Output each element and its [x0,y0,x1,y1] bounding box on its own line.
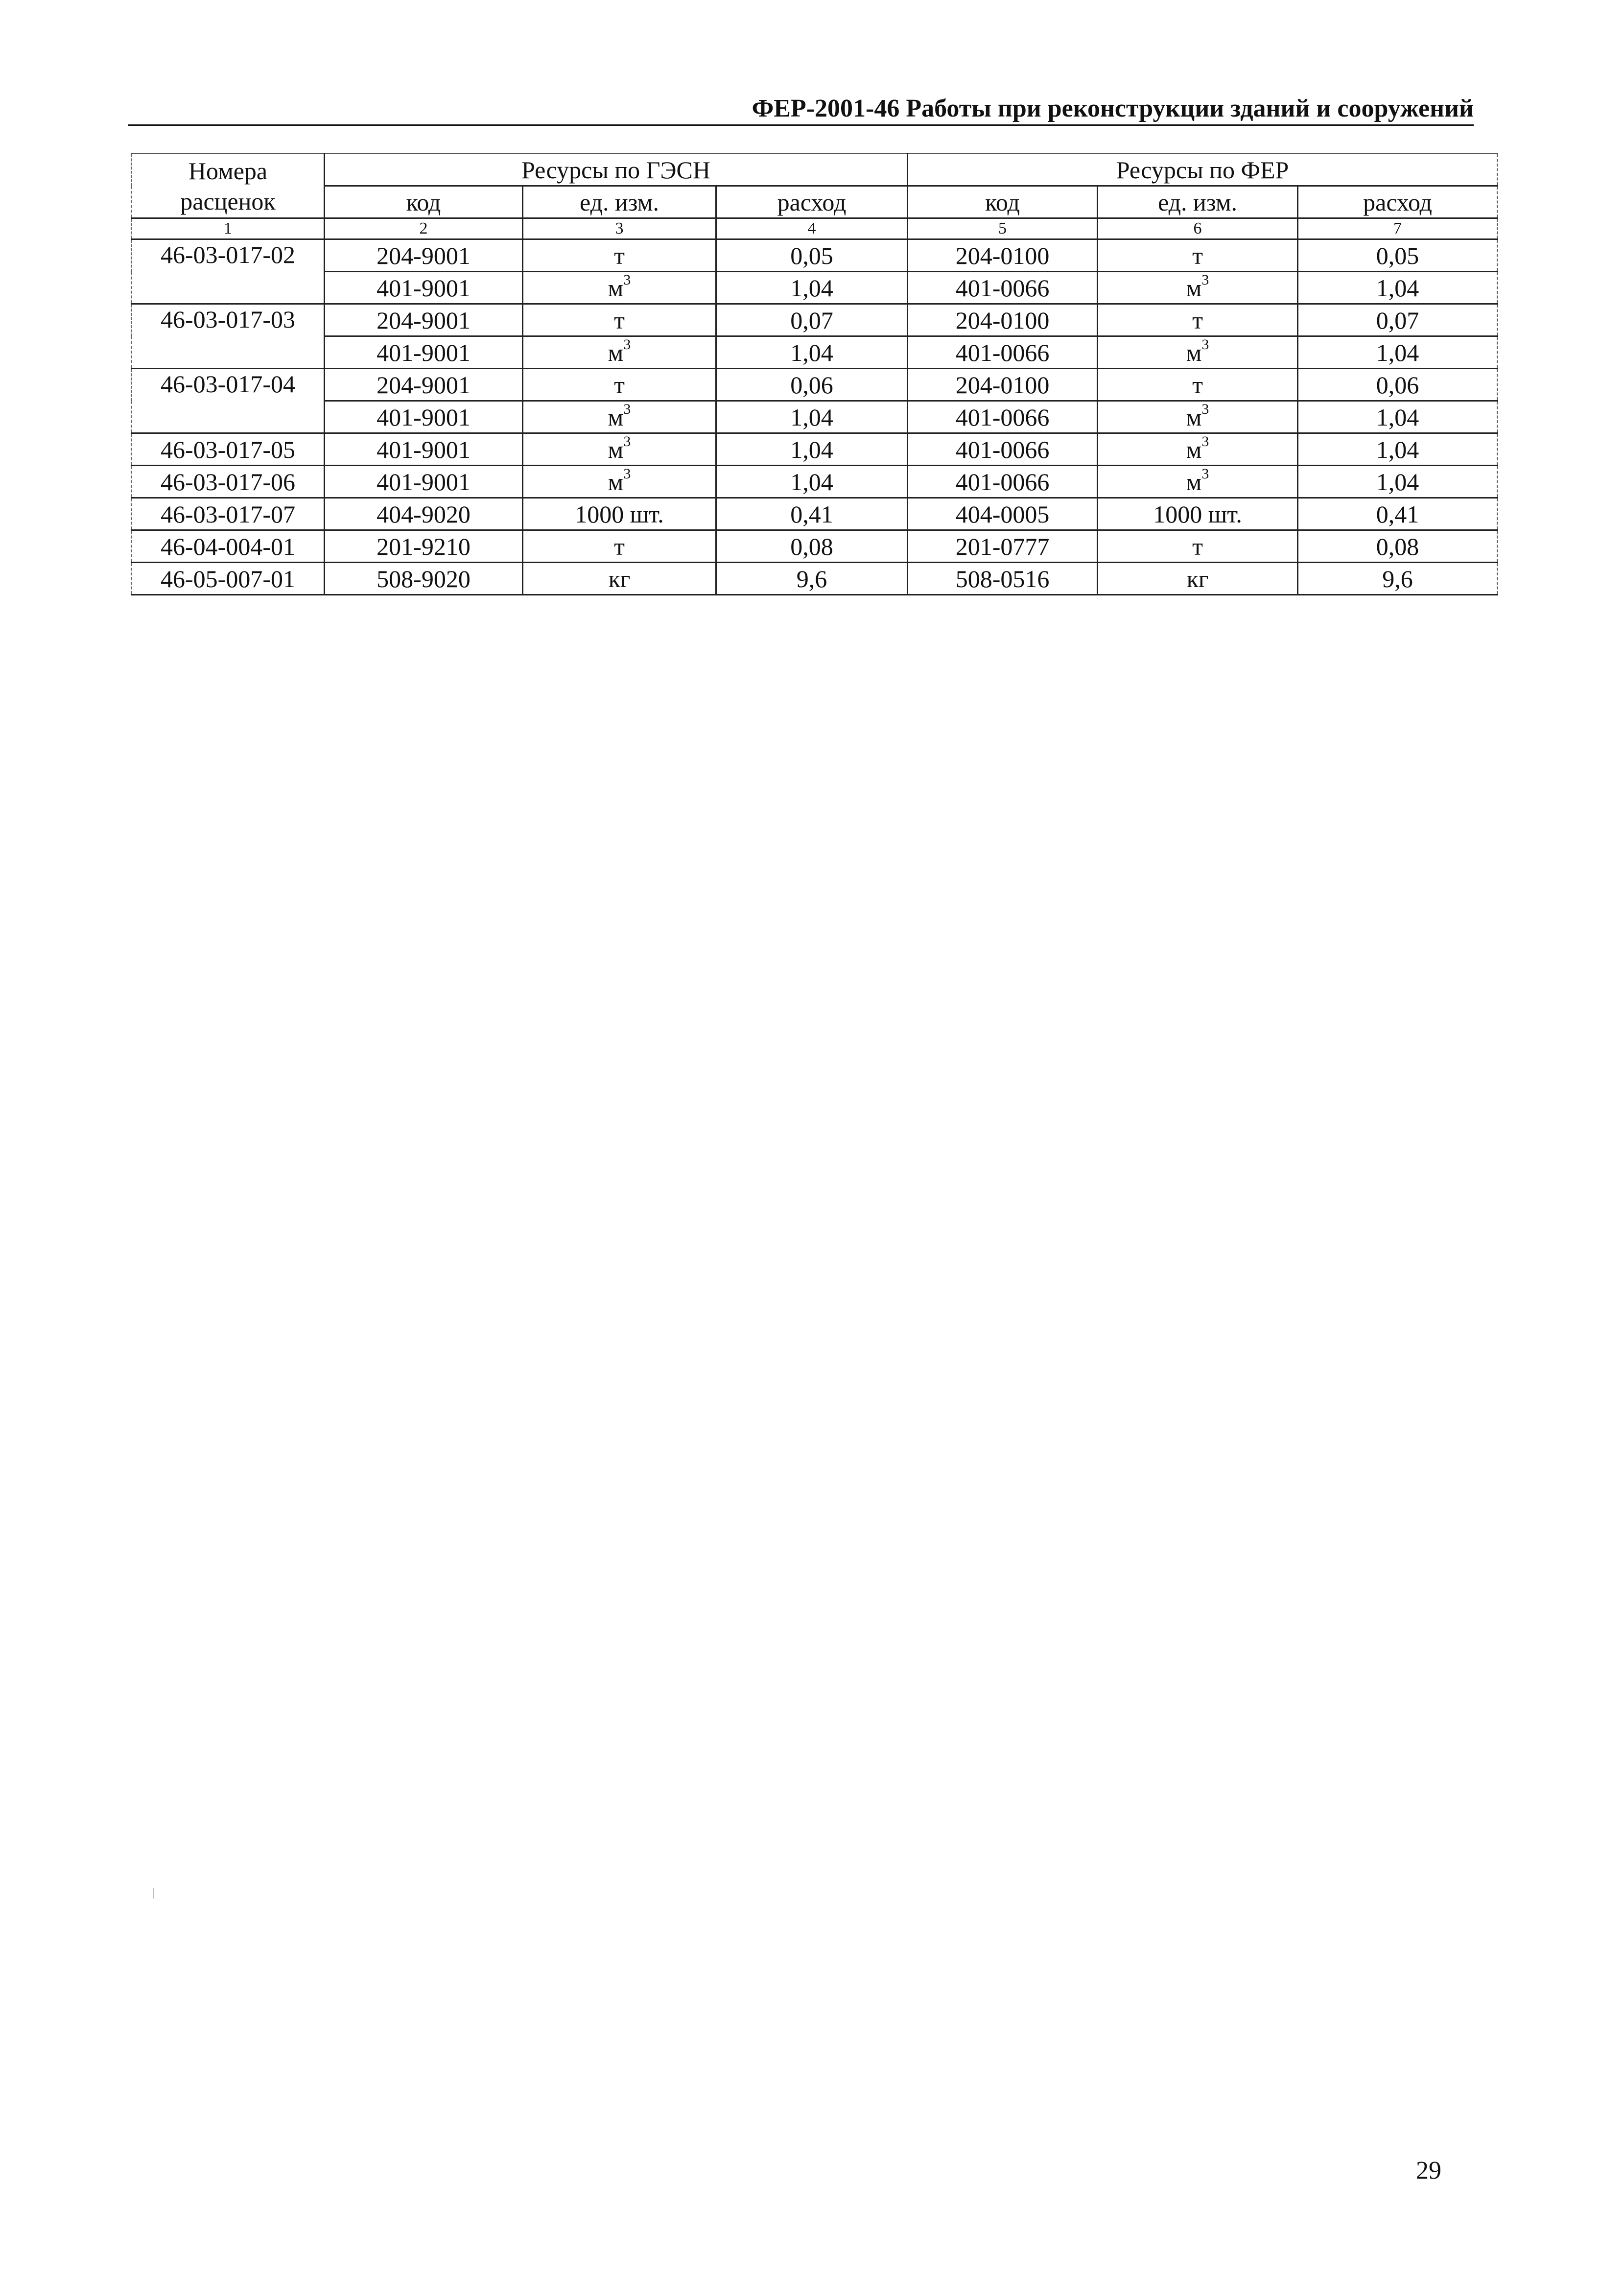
fer-code-text: 404-0005 [955,500,1050,528]
gesn-consumption-text: 1,04 [790,338,833,366]
gesn-consumption-cell [716,401,908,433]
gesn-unit-cell [523,466,716,498]
fer-consumption-cell [1298,466,1498,498]
gesn-consumption-cell [716,239,908,272]
fer-consumption-cell [1298,433,1498,466]
gesn-code-cell [325,239,523,272]
fer-unit-cell [1098,530,1298,563]
rate-number-cell: 46-03-017-03 [132,304,325,369]
column-number-row [132,218,1498,239]
gesn-code-text: 401-9001 [377,403,471,431]
rate-number-cell: 46-05-007-01 [132,563,325,595]
unit-exponent: 3 [1201,336,1209,353]
fer-consumption-text: 1,04 [1376,274,1419,302]
gesn-code-cell [325,272,523,304]
fer-consumption-cell [1298,336,1498,369]
gesn-unit-cell [523,433,716,466]
gesn-unit-cell [523,401,716,433]
table-row [132,272,1498,304]
gesn-unit-text: м [608,274,624,302]
column-number: 3 [523,218,716,239]
fer-unit-cell [1098,563,1298,595]
gesn-consumption-cell [716,304,908,336]
gesn-consumption-cell [716,563,908,595]
gesn-code-text: 401-9001 [377,338,471,366]
gesn-consumption-cell [716,498,908,530]
fer-code-cell [908,272,1098,304]
header-rate-numbers-label: Номера расценок [180,157,276,215]
fer-unit-text: т [1192,306,1203,334]
gesn-unit-cell [523,369,716,401]
subheader-gesn-code: код [325,186,523,218]
fer-consumption-cell [1298,401,1498,433]
gesn-consumption-text: 9,6 [796,565,827,593]
table-row [132,466,1498,498]
gesn-consumption-cell [716,369,908,401]
fer-code-cell [908,466,1098,498]
gesn-unit-text: м [608,435,624,463]
subheader-fer-unit: ед. изм. [1098,186,1298,218]
fer-consumption-text: 0,05 [1376,241,1419,269]
fer-unit-cell [1098,401,1298,433]
gesn-unit-text: м [608,338,624,366]
page-number: 29 [1416,2157,1441,2185]
gesn-code-cell [325,530,523,563]
fer-consumption-text: 0,07 [1376,306,1419,334]
fer-consumption-cell [1298,239,1498,272]
gesn-consumption-cell [716,336,908,369]
gesn-unit-text: т [614,371,625,399]
unit-exponent: 3 [1201,271,1209,288]
subheader-fer-consumption: расход [1298,186,1498,218]
fer-code-text: 401-0066 [955,468,1050,496]
fer-consumption-cell [1298,530,1498,563]
table-row [132,498,1498,530]
table-subheader-row [132,186,1498,218]
gesn-unit-text: т [614,306,625,334]
column-number: 1 [132,218,325,239]
fer-code-text: 204-0100 [955,241,1050,269]
fer-consumption-cell [1298,304,1498,336]
gesn-unit-cell [523,239,716,272]
gesn-consumption-text: 1,04 [790,403,833,431]
fer-code-cell [908,369,1098,401]
table-row [132,401,1498,433]
rate-number-cell: 46-03-017-07 [132,498,325,530]
fer-code-cell [908,239,1098,272]
table-row [132,304,1498,336]
gesn-code-cell [325,563,523,595]
rate-number-cell: 46-03-017-02 [132,239,325,304]
fer-unit-text: м [1186,468,1202,496]
gesn-unit-text: м [608,403,624,431]
document-title: ФЕР-2001-46 Работы при реконструкции зданий и сооружений [752,95,1474,122]
fer-unit-text: м [1186,338,1202,366]
gesn-consumption-text: 1,04 [790,468,833,496]
column-number: 4 [716,218,908,239]
gesn-code-text: 401-9001 [377,435,471,463]
gesn-code-text: 204-9001 [377,306,471,334]
fer-unit-text: м [1186,403,1202,431]
fer-consumption-cell [1298,369,1498,401]
gesn-unit-cell [523,498,716,530]
gesn-code-cell [325,466,523,498]
table-row [132,369,1498,401]
rate-number-cell: 46-03-017-06 [132,466,325,498]
gesn-consumption-text: 0,08 [790,532,833,560]
fer-code-cell [908,401,1098,433]
gesn-unit-cell [523,304,716,336]
header-rule [128,124,1474,126]
fer-unit-cell [1098,466,1298,498]
table-row [132,433,1498,466]
fer-consumption-cell [1298,498,1498,530]
fer-unit-cell [1098,336,1298,369]
table-header-row [132,154,1498,186]
header-group-gesn: Ресурсы по ГЭСН [325,154,908,186]
unit-exponent: 3 [623,401,631,417]
fer-code-text: 204-0100 [955,371,1050,399]
gesn-unit-cell [523,563,716,595]
fer-unit-cell [1098,369,1298,401]
gesn-unit-cell [523,272,716,304]
fer-code-text: 401-0066 [955,403,1050,431]
header-rate-numbers [132,154,325,218]
scan-mark [153,1888,154,1899]
column-number: 2 [325,218,523,239]
gesn-consumption-text: 1,04 [790,274,833,302]
gesn-consumption-cell [716,272,908,304]
fer-consumption-text: 1,04 [1376,403,1419,431]
fer-unit-text: т [1192,241,1203,269]
gesn-code-cell [325,304,523,336]
fer-consumption-text: 1,04 [1376,435,1419,463]
fer-unit-text: 1000 шт. [1153,500,1242,528]
gesn-consumption-text: 0,07 [790,306,833,334]
gesn-unit-text: 1000 шт. [575,500,664,528]
fer-unit-text: м [1186,435,1202,463]
gesn-unit-cell [523,336,716,369]
fer-code-cell [908,498,1098,530]
fer-code-text: 204-0100 [955,306,1050,334]
fer-unit-cell [1098,304,1298,336]
gesn-code-text: 201-9210 [377,532,471,560]
unit-exponent: 3 [623,433,631,450]
gesn-code-text: 204-9001 [377,241,471,269]
gesn-unit-text: т [614,532,625,560]
column-number: 7 [1298,218,1498,239]
rate-number-cell: 46-04-004-01 [132,530,325,563]
unit-exponent: 3 [1201,401,1209,417]
fer-unit-cell [1098,239,1298,272]
fer-unit-text: т [1192,371,1203,399]
gesn-code-cell [325,433,523,466]
fer-consumption-text: 0,08 [1376,532,1419,560]
fer-code-text: 401-0066 [955,338,1050,366]
table-row [132,336,1498,369]
fer-consumption-text: 0,06 [1376,371,1419,399]
rate-number-cell: 46-03-017-05 [132,433,325,466]
gesn-code-text: 404-9020 [377,500,471,528]
fer-unit-cell [1098,272,1298,304]
rate-number-cell: 46-03-017-04 [132,369,325,433]
fer-code-cell [908,336,1098,369]
gesn-consumption-text: 0,41 [790,500,833,528]
gesn-code-text: 204-9001 [377,371,471,399]
gesn-consumption-cell [716,530,908,563]
fer-code-cell [908,304,1098,336]
gesn-code-text: 401-9001 [377,274,471,302]
subheader-gesn-unit: ед. изм. [523,186,716,218]
fer-consumption-cell [1298,563,1498,595]
table-row [132,563,1498,595]
gesn-code-text: 401-9001 [377,468,471,496]
unit-exponent: 3 [623,465,631,482]
column-number: 6 [1098,218,1298,239]
table-row [132,530,1498,563]
gesn-consumption-text: 0,06 [790,371,833,399]
fer-unit-cell [1098,498,1298,530]
unit-exponent: 3 [1201,465,1209,482]
fer-unit-text: т [1192,532,1203,560]
gesn-consumption-cell [716,466,908,498]
fer-unit-text: кг [1186,565,1209,593]
unit-exponent: 3 [623,336,631,353]
fer-code-cell [908,433,1098,466]
gesn-code-cell [325,498,523,530]
header-group-fer: Ресурсы по ФЕР [908,154,1498,186]
gesn-code-cell [325,369,523,401]
column-number: 5 [908,218,1098,239]
gesn-unit-text: кг [608,565,631,593]
fer-code-cell [908,530,1098,563]
gesn-unit-text: т [614,241,625,269]
fer-code-text: 508-0516 [955,565,1050,593]
fer-code-text: 401-0066 [955,435,1050,463]
fer-unit-cell [1098,433,1298,466]
fer-consumption-text: 9,6 [1382,565,1413,593]
fer-code-cell [908,563,1098,595]
gesn-code-cell [325,336,523,369]
fer-consumption-text: 1,04 [1376,338,1419,366]
unit-exponent: 3 [623,271,631,288]
resources-table [131,153,1498,595]
table-row [132,239,1498,272]
gesn-consumption-cell [716,433,908,466]
gesn-consumption-text: 0,05 [790,241,833,269]
gesn-code-cell [325,401,523,433]
gesn-unit-text: м [608,468,624,496]
fer-code-text: 401-0066 [955,274,1050,302]
fer-unit-text: м [1186,274,1202,302]
fer-consumption-text: 0,41 [1376,500,1419,528]
gesn-code-text: 508-9020 [377,565,471,593]
fer-consumption-cell [1298,272,1498,304]
gesn-unit-cell [523,530,716,563]
subheader-gesn-consumption: расход [716,186,908,218]
gesn-consumption-text: 1,04 [790,435,833,463]
subheader-fer-code: код [908,186,1098,218]
fer-consumption-text: 1,04 [1376,468,1419,496]
unit-exponent: 3 [1201,433,1209,450]
fer-code-text: 201-0777 [955,532,1050,560]
